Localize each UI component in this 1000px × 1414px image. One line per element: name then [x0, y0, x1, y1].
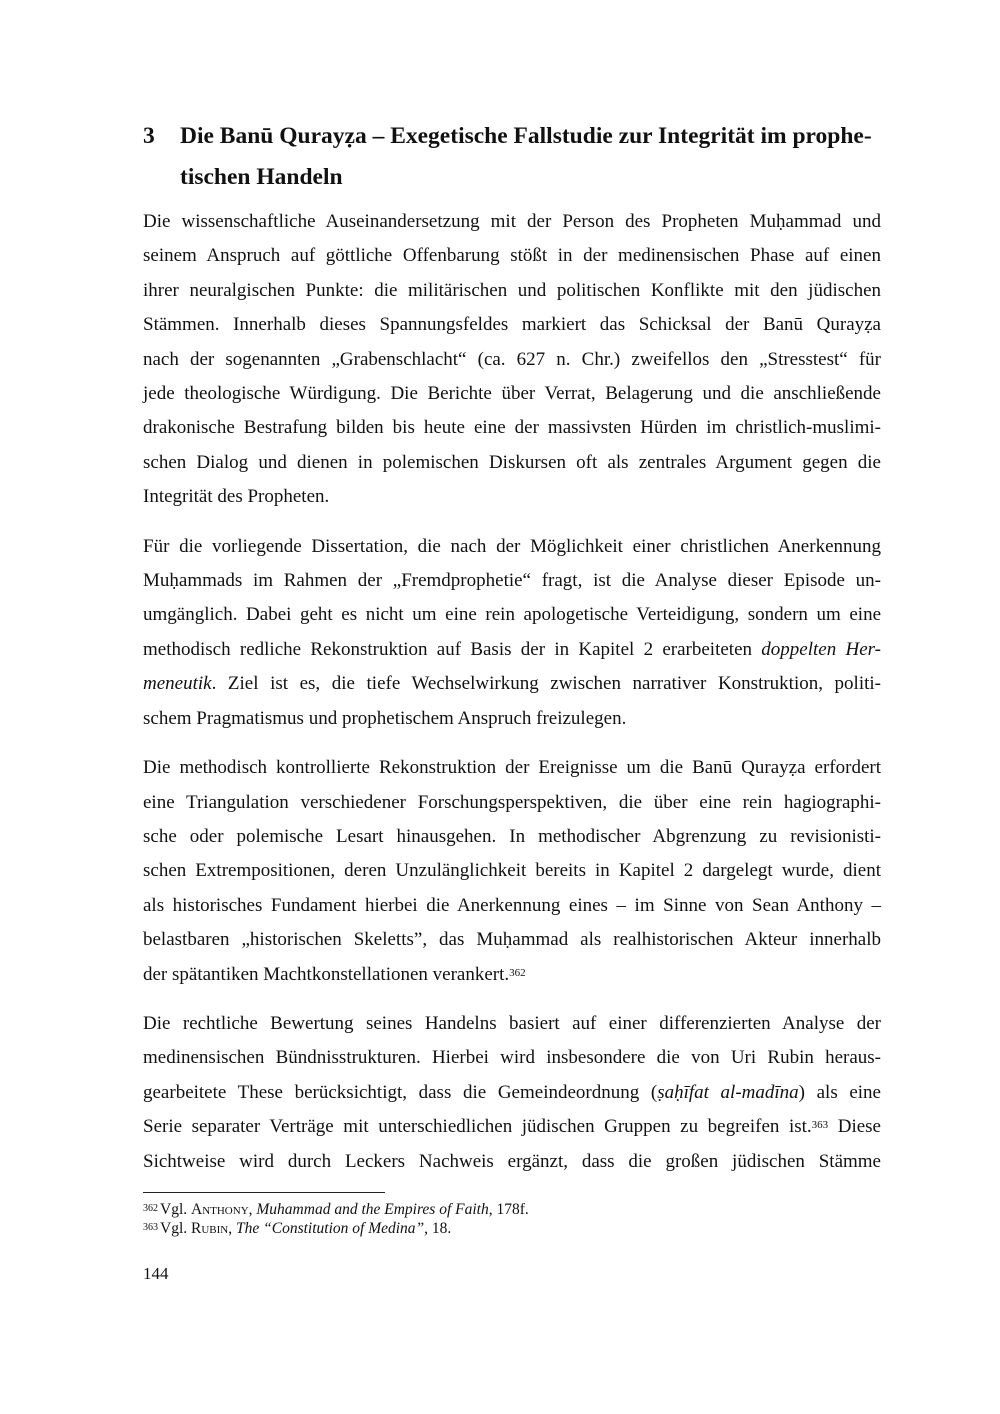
footnote-prefix: Vgl. — [160, 1201, 191, 1218]
page-number: 144 — [143, 1264, 169, 1283]
text-line — [143, 1076, 881, 1110]
footnote-author: Anthony — [191, 1201, 249, 1218]
footnote-number: 362 — [143, 1203, 158, 1214]
text-line: eine Triangulation verschiedener Forschungsperspektiven, die über eine rein hagiographi- — [143, 791, 881, 813]
footnote-suffix: , 178f. — [488, 1201, 529, 1218]
footnote-362 — [143, 1200, 883, 1219]
text-line: schem Pragmatismus und prophetischem Anspruch freizulegen. — [143, 707, 627, 729]
paragraph-4 — [143, 1007, 881, 1179]
footnote-sep: , — [248, 1201, 257, 1218]
text-line — [143, 667, 881, 701]
emphasis: ṣaḥīfat al-madīna — [657, 1081, 799, 1103]
chapter-title-line-1: Die Banū Qurayẓa – Exegetische Fallstudie zur Integrität im prophe- — [180, 123, 872, 149]
footnote-reference[interactable]: 362 — [509, 966, 526, 979]
text-line — [143, 1110, 881, 1144]
text-line: belastbaren „historischen Skeletts”, das Muḥammad als realhistorischen Akteur innerhalb — [143, 929, 881, 951]
footnote-reference[interactable]: 363 — [811, 1119, 829, 1132]
text-run: Diese — [828, 1116, 881, 1138]
text-run: der spätantiken Machtkonstellationen verankert. — [143, 963, 510, 985]
text-line — [143, 958, 881, 992]
text-line: schen Dialog und dienen in polemischen Diskursen oft als zentrales Argument gegen die — [143, 451, 881, 473]
chapter-number: 3 — [143, 123, 155, 149]
text-line: Muḥammads im Rahmen der „Fremdprophetie“ fragt, ist die Analyse dieser Episode un- — [143, 570, 881, 592]
footnote-prefix: Vgl. — [160, 1220, 191, 1237]
text-line: Die wissenschaftliche Auseinandersetzung mit der Person des Propheten Muḥammad und — [143, 211, 881, 232]
body-text — [143, 205, 881, 1194]
text-line: Integrität des Propheten. — [143, 486, 330, 508]
text-line: Sichtweise wird durch Leckers Nachweis ergänzt, dass die großen jüdischen Stämme — [143, 1150, 881, 1172]
emphasis: meneutik — [143, 673, 212, 695]
text-line: medinensischen Bündnisstrukturen. Hierbei wird insbesondere die von Uri Rubin heraus- — [143, 1047, 881, 1069]
text-line: Stämmen. Innerhalb dieses Spannungsfeldes markiert das Schicksal der Banū Qurayẓa — [143, 314, 881, 336]
text-line: als historisches Fundament hierbei die Anerkennung eines – im Sinne von Sean Anthony – — [143, 894, 881, 916]
text-run: methodisch redliche Rekonstruktion auf Basis der in Kapitel 2 erarbeiteten — [143, 638, 762, 660]
text-line: Die methodisch kontrollierte Rekonstruktion der Ereignisse um die Banū Qurayẓa erfordert — [143, 757, 881, 779]
footnote-title: The “Constitution of Medina” — [235, 1220, 425, 1237]
footnote-sep: , — [228, 1220, 236, 1237]
footnotes — [143, 1200, 883, 1238]
emphasis: doppelten Her- — [761, 638, 881, 660]
paragraph-1 — [143, 205, 881, 515]
text-run: Serie separater Verträge mit unterschiedlichen jüdischen Gruppen zu begreifen ist. — [143, 1116, 812, 1138]
footnote-suffix: , 18. — [424, 1220, 452, 1237]
text-run: ) als eine — [798, 1081, 881, 1103]
text-run: gearbeitete These berücksichtigt, dass die Gemeindeordnung ( — [143, 1081, 658, 1103]
footnote-separator — [143, 1192, 385, 1193]
text-line: schen Extrempositionen, deren Unzulänglichkeit bereits in Kapitel 2 dargelegt wurde, dient — [143, 860, 881, 882]
paragraph-2 — [143, 530, 881, 736]
footnote-author: Rubin — [191, 1220, 229, 1237]
text-line: Für die vorliegende Dissertation, die nach der Möglichkeit einer christlichen Anerkennung — [143, 535, 881, 557]
text-line: drakonische Bestrafung bilden bis heute eine der massivsten Hürden im christlich-muslimi- — [143, 417, 881, 439]
text-line: umgänglich. Dabei geht es nicht um eine rein apologetische Verteidigung, sondern um eine — [143, 604, 881, 626]
text-line: sche oder polemische Lesart hinausgehen. In methodischer Abgrenzung zu revisionisti- — [143, 825, 881, 847]
text-line: nach der sogenannten „Grabenschlacht“ (ca. 627 n. Chr.) zweifellos den „Stresstest“ für — [143, 348, 881, 370]
text-line: seinem Anspruch auf göttliche Offenbarung stößt in der medinensischen Phase auf einen — [143, 245, 881, 267]
chapter-title-line-2: tischen Handeln — [180, 164, 343, 190]
footnote-title: Muhammad and the Empires of Faith — [256, 1201, 489, 1218]
text-line: jede theologische Würdigung. Die Berichte über Verrat, Belagerung und die anschließende — [143, 383, 881, 405]
chapter-heading — [143, 116, 883, 198]
paragraph-3 — [143, 751, 881, 992]
footnote-363 — [143, 1219, 883, 1238]
text-line — [143, 633, 881, 667]
text-line: ihrer neuralgischen Punkte: die militärischen und politischen Konflikte mit den jüdischen — [143, 279, 881, 301]
text-run: . Ziel ist es, die tiefe Wechselwirkung zwischen narrativer Konstruktion, politi- — [211, 673, 881, 695]
footnote-number: 363 — [143, 1222, 158, 1233]
text-line: Die rechtliche Bewertung seines Handelns basiert auf einer differenzierten Analyse der — [143, 1012, 881, 1034]
